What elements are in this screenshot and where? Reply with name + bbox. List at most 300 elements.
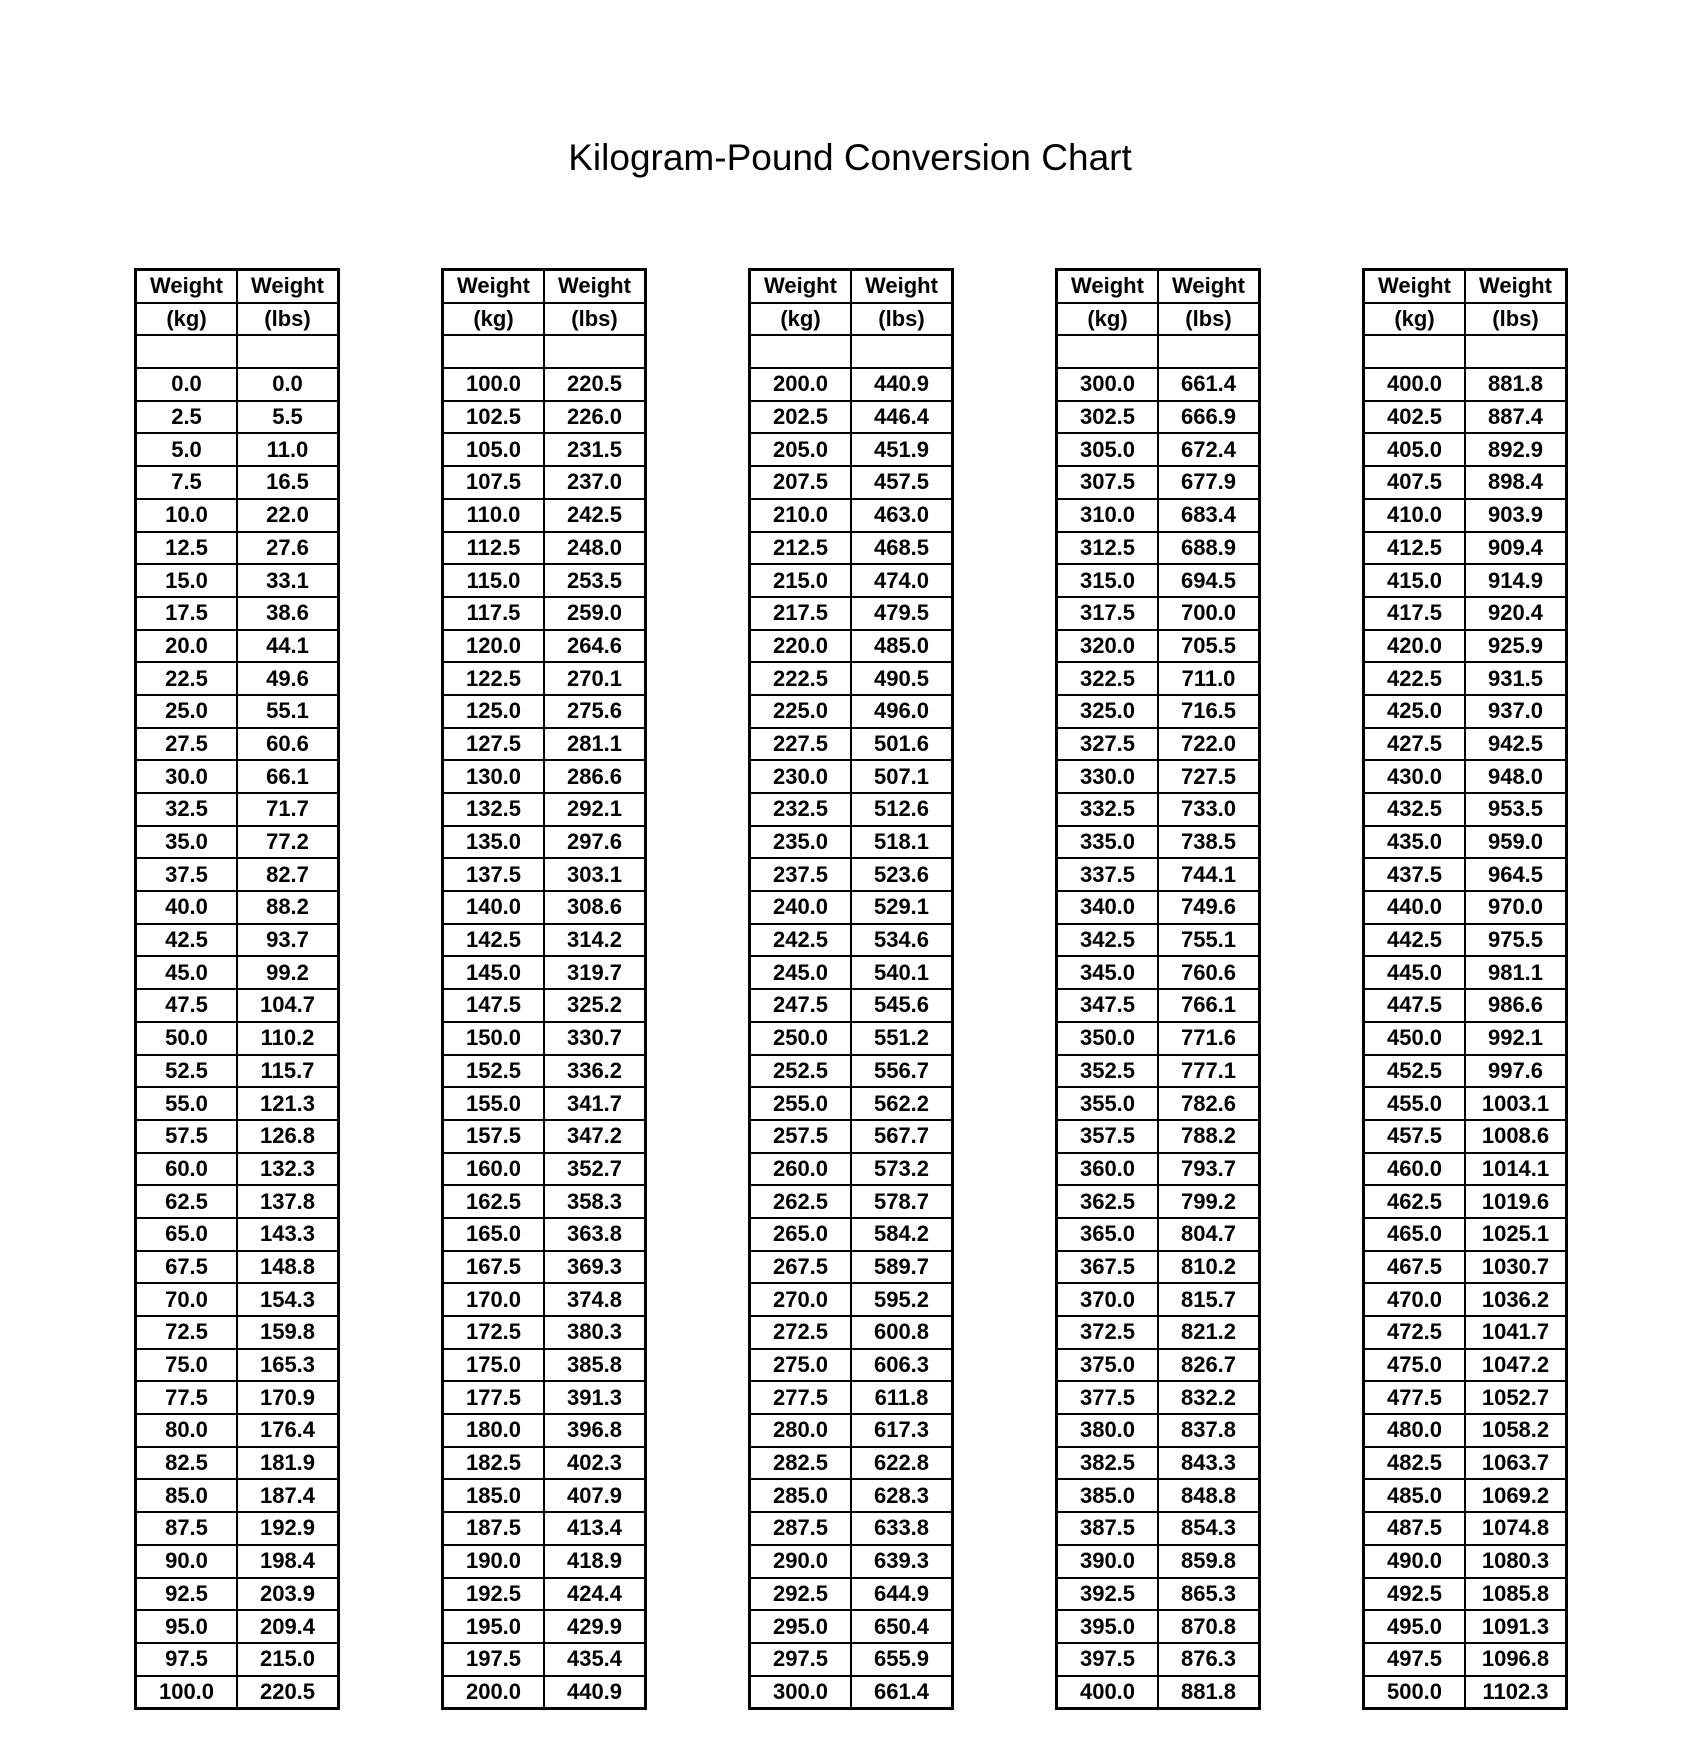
table-row (1364, 662, 1567, 695)
table-row (1057, 1316, 1260, 1349)
table-row (1057, 1512, 1260, 1545)
lbs-cell: 440.9 (851, 368, 953, 401)
kg-cell: 132.5 (443, 793, 545, 826)
kg-cell: 390.0 (1057, 1545, 1159, 1578)
table-row (1057, 1087, 1260, 1120)
table-row (1057, 401, 1260, 434)
table-row (1057, 1251, 1260, 1284)
table-row (136, 1447, 339, 1480)
kg-cell: 197.5 (443, 1643, 545, 1676)
table-row (1364, 433, 1567, 466)
kg-unit-cell: (kg) (1364, 303, 1466, 336)
kg-cell: 32.5 (136, 793, 238, 826)
kg-cell: 225.0 (750, 695, 852, 728)
lbs-cell: 512.6 (851, 793, 953, 826)
table-row (750, 1283, 953, 1316)
table-row (1057, 1153, 1260, 1186)
kg-cell: 142.5 (443, 924, 545, 957)
lbs-cell: 722.0 (1158, 728, 1260, 761)
kg-cell: 410.0 (1364, 499, 1466, 532)
conversion-table (1055, 268, 1261, 1710)
lbs-header-cell: Weight (1158, 270, 1260, 303)
lbs-cell: 385.8 (544, 1349, 646, 1382)
table-row (136, 1349, 339, 1382)
lbs-cell: 341.7 (544, 1087, 646, 1120)
table-row (1057, 1447, 1260, 1480)
kg-cell: 482.5 (1364, 1447, 1466, 1480)
kg-cell: 280.0 (750, 1414, 852, 1447)
lbs-cell: 914.9 (1465, 564, 1567, 597)
lbs-cell: 16.5 (237, 466, 339, 499)
lbs-cell: 143.3 (237, 1218, 339, 1251)
table-row (1364, 564, 1567, 597)
lbs-cell: 777.1 (1158, 1055, 1260, 1088)
table-row (136, 695, 339, 728)
kg-cell: 40.0 (136, 891, 238, 924)
lbs-cell: 490.5 (851, 662, 953, 695)
kg-cell: 210.0 (750, 499, 852, 532)
kg-cell: 207.5 (750, 466, 852, 499)
kg-cell: 340.0 (1057, 891, 1159, 924)
lbs-cell: 203.9 (237, 1578, 339, 1611)
lbs-cell: 799.2 (1158, 1185, 1260, 1218)
lbs-cell: 1036.2 (1465, 1283, 1567, 1316)
kg-cell: 407.5 (1364, 466, 1466, 499)
table-row (750, 597, 953, 630)
lbs-cell: 573.2 (851, 1153, 953, 1186)
table-row (750, 368, 953, 401)
lbs-cell: 165.3 (237, 1349, 339, 1382)
kg-cell: 45.0 (136, 956, 238, 989)
kg-cell: 0.0 (136, 368, 238, 401)
kg-cell: 82.5 (136, 1447, 238, 1480)
kg-cell: 302.5 (1057, 401, 1159, 434)
lbs-cell: 694.5 (1158, 564, 1260, 597)
kg-cell: 57.5 (136, 1120, 238, 1153)
kg-cell: 395.0 (1057, 1610, 1159, 1643)
kg-cell: 12.5 (136, 532, 238, 565)
kg-cell: 310.0 (1057, 499, 1159, 532)
table-row (443, 368, 646, 401)
lbs-cell: 688.9 (1158, 532, 1260, 565)
kg-cell: 262.5 (750, 1185, 852, 1218)
lbs-cell: 611.8 (851, 1381, 953, 1414)
table-row (1364, 1545, 1567, 1578)
kg-cell: 467.5 (1364, 1251, 1466, 1284)
lbs-cell: 518.1 (851, 826, 953, 859)
table-row (136, 1087, 339, 1120)
kg-cell: 352.5 (1057, 1055, 1159, 1088)
table-row (443, 564, 646, 597)
table-row (750, 1251, 953, 1284)
lbs-cell: 1003.1 (1465, 1087, 1567, 1120)
kg-cell: 170.0 (443, 1283, 545, 1316)
lbs-cell: 44.1 (237, 630, 339, 663)
kg-cell: 160.0 (443, 1153, 545, 1186)
table-row (1057, 1185, 1260, 1218)
kg-cell: 172.5 (443, 1316, 545, 1349)
table-row (1364, 989, 1567, 1022)
table-row (1364, 858, 1567, 891)
kg-cell: 415.0 (1364, 564, 1466, 597)
lbs-cell: 192.9 (237, 1512, 339, 1545)
lbs-cell: 793.7 (1158, 1153, 1260, 1186)
table-row (1364, 891, 1567, 924)
lbs-cell: 970.0 (1465, 891, 1567, 924)
lbs-cell: 1041.7 (1465, 1316, 1567, 1349)
kg-cell: 205.0 (750, 433, 852, 466)
kg-cell: 485.0 (1364, 1479, 1466, 1512)
lbs-cell: 1091.3 (1465, 1610, 1567, 1643)
table-row (750, 728, 953, 761)
lbs-cell: 501.6 (851, 728, 953, 761)
lbs-cell: 253.5 (544, 564, 646, 597)
kg-cell: 47.5 (136, 989, 238, 1022)
lbs-cell: 760.6 (1158, 956, 1260, 989)
table-row (1057, 499, 1260, 532)
table-row (750, 1218, 953, 1251)
kg-cell: 247.5 (750, 989, 852, 1022)
table-row (443, 1512, 646, 1545)
lbs-cell: 27.6 (237, 532, 339, 565)
lbs-cell: 606.3 (851, 1349, 953, 1382)
kg-cell: 152.5 (443, 1055, 545, 1088)
table-row (1057, 1479, 1260, 1512)
kg-cell: 77.5 (136, 1381, 238, 1414)
kg-cell: 377.5 (1057, 1381, 1159, 1414)
table-row (1057, 1218, 1260, 1251)
kg-cell: 452.5 (1364, 1055, 1466, 1088)
header-row (136, 270, 339, 303)
kg-unit-cell: (kg) (136, 303, 238, 336)
lbs-cell: 589.7 (851, 1251, 953, 1284)
lbs-cell: 297.6 (544, 826, 646, 859)
table-row (750, 433, 953, 466)
lbs-cell: 468.5 (851, 532, 953, 565)
lbs-cell: 115.7 (237, 1055, 339, 1088)
kg-cell: 327.5 (1057, 728, 1159, 761)
lbs-cell: 644.9 (851, 1578, 953, 1611)
table-row (1364, 1055, 1567, 1088)
table-row (1364, 1218, 1567, 1251)
lbs-cell: 507.1 (851, 760, 953, 793)
lbs-cell: 418.9 (544, 1545, 646, 1578)
table-row (1057, 924, 1260, 957)
lbs-cell: 154.3 (237, 1283, 339, 1316)
kg-cell: 332.5 (1057, 793, 1159, 826)
lbs-cell: 567.7 (851, 1120, 953, 1153)
lbs-cell: 457.5 (851, 466, 953, 499)
lbs-cell: 435.4 (544, 1643, 646, 1676)
kg-cell: 192.5 (443, 1578, 545, 1611)
table-row (750, 1643, 953, 1676)
lbs-cell: 104.7 (237, 989, 339, 1022)
table-row (750, 793, 953, 826)
table-row (136, 597, 339, 630)
table-row (136, 1022, 339, 1055)
kg-cell: 475.0 (1364, 1349, 1466, 1382)
lbs-cell: 479.5 (851, 597, 953, 630)
lbs-cell: 264.6 (544, 630, 646, 663)
table-row (750, 956, 953, 989)
kg-cell: 365.0 (1057, 1218, 1159, 1251)
kg-cell: 417.5 (1364, 597, 1466, 630)
lbs-cell: 865.3 (1158, 1578, 1260, 1611)
kg-cell: 180.0 (443, 1414, 545, 1447)
kg-cell: 5.0 (136, 433, 238, 466)
table-row (750, 630, 953, 663)
table-row (750, 401, 953, 434)
kg-cell: 355.0 (1057, 1087, 1159, 1120)
lbs-cell: 738.5 (1158, 826, 1260, 859)
table-row (1057, 368, 1260, 401)
kg-cell: 465.0 (1364, 1218, 1466, 1251)
blank-cell (1364, 335, 1466, 368)
lbs-cell: 220.5 (544, 368, 646, 401)
table-row (1057, 858, 1260, 891)
table-row (750, 1349, 953, 1382)
lbs-cell: 848.8 (1158, 1479, 1260, 1512)
table-row (136, 1578, 339, 1611)
kg-cell: 240.0 (750, 891, 852, 924)
kg-header-cell: Weight (1364, 270, 1466, 303)
lbs-cell: 330.7 (544, 1022, 646, 1055)
kg-cell: 35.0 (136, 826, 238, 859)
lbs-cell: 93.7 (237, 924, 339, 957)
lbs-cell: 121.3 (237, 1087, 339, 1120)
table-row (136, 1545, 339, 1578)
table-row (1364, 1610, 1567, 1643)
kg-cell: 272.5 (750, 1316, 852, 1349)
kg-cell: 232.5 (750, 793, 852, 826)
lbs-cell: 1085.8 (1465, 1578, 1567, 1611)
kg-cell: 85.0 (136, 1479, 238, 1512)
lbs-cell: 319.7 (544, 956, 646, 989)
kg-cell: 322.5 (1057, 662, 1159, 695)
kg-cell: 65.0 (136, 1218, 238, 1251)
table-row (443, 433, 646, 466)
kg-cell: 112.5 (443, 532, 545, 565)
kg-unit-cell: (kg) (1057, 303, 1159, 336)
lbs-cell: 198.4 (237, 1545, 339, 1578)
lbs-cell: 677.9 (1158, 466, 1260, 499)
kg-cell: 212.5 (750, 532, 852, 565)
kg-cell: 215.0 (750, 564, 852, 597)
kg-cell: 382.5 (1057, 1447, 1159, 1480)
lbs-cell: 231.5 (544, 433, 646, 466)
kg-cell: 120.0 (443, 630, 545, 663)
kg-cell: 222.5 (750, 662, 852, 695)
kg-cell: 182.5 (443, 1447, 545, 1480)
table-row (750, 564, 953, 597)
table-row (1057, 956, 1260, 989)
table-row (136, 368, 339, 401)
kg-cell: 42.5 (136, 924, 238, 957)
table-row (1057, 1022, 1260, 1055)
kg-cell: 75.0 (136, 1349, 238, 1382)
table-row (136, 989, 339, 1022)
kg-cell: 290.0 (750, 1545, 852, 1578)
lbs-cell: 832.2 (1158, 1381, 1260, 1414)
table-row (136, 1316, 339, 1349)
lbs-cell: 308.6 (544, 891, 646, 924)
kg-cell: 330.0 (1057, 760, 1159, 793)
lbs-unit-cell: (lbs) (1465, 303, 1567, 336)
lbs-cell: 744.1 (1158, 858, 1260, 891)
lbs-cell: 881.8 (1158, 1676, 1260, 1709)
lbs-cell: 440.9 (544, 1676, 646, 1709)
lbs-cell: 540.1 (851, 956, 953, 989)
lbs-cell: 1074.8 (1465, 1512, 1567, 1545)
kg-cell: 87.5 (136, 1512, 238, 1545)
lbs-header-cell: Weight (851, 270, 953, 303)
lbs-cell: 925.9 (1465, 630, 1567, 663)
lbs-cell: 672.4 (1158, 433, 1260, 466)
lbs-cell: 843.3 (1158, 1447, 1260, 1480)
lbs-cell: 402.3 (544, 1447, 646, 1480)
kg-cell: 260.0 (750, 1153, 852, 1186)
blank-cell (237, 335, 339, 368)
kg-cell: 370.0 (1057, 1283, 1159, 1316)
kg-cell: 490.0 (1364, 1545, 1466, 1578)
kg-cell: 400.0 (1057, 1676, 1159, 1709)
table-row (1364, 924, 1567, 957)
lbs-cell: 639.3 (851, 1545, 953, 1578)
kg-cell: 97.5 (136, 1643, 238, 1676)
kg-cell: 230.0 (750, 760, 852, 793)
kg-cell: 92.5 (136, 1578, 238, 1611)
lbs-cell: 1096.8 (1465, 1643, 1567, 1676)
kg-cell: 237.5 (750, 858, 852, 891)
kg-cell: 250.0 (750, 1022, 852, 1055)
kg-cell: 422.5 (1364, 662, 1466, 695)
kg-cell: 245.0 (750, 956, 852, 989)
lbs-cell: 66.1 (237, 760, 339, 793)
table-row (750, 1545, 953, 1578)
lbs-cell: 99.2 (237, 956, 339, 989)
lbs-cell: 881.8 (1465, 368, 1567, 401)
lbs-cell: 1052.7 (1465, 1381, 1567, 1414)
table-row (443, 1316, 646, 1349)
table-row (136, 956, 339, 989)
lbs-cell: 876.3 (1158, 1643, 1260, 1676)
kg-cell: 442.5 (1364, 924, 1466, 957)
kg-cell: 435.0 (1364, 826, 1466, 859)
kg-cell: 140.0 (443, 891, 545, 924)
kg-cell: 177.5 (443, 1381, 545, 1414)
kg-cell: 67.5 (136, 1251, 238, 1284)
blank-cell (1158, 335, 1260, 368)
kg-cell: 27.5 (136, 728, 238, 761)
lbs-header-cell: Weight (237, 270, 339, 303)
kg-cell: 387.5 (1057, 1512, 1159, 1545)
kg-cell: 300.0 (1057, 368, 1159, 401)
lbs-cell: 826.7 (1158, 1349, 1260, 1382)
kg-cell: 127.5 (443, 728, 545, 761)
blank-row (443, 335, 646, 368)
kg-cell: 110.0 (443, 499, 545, 532)
kg-cell: 447.5 (1364, 989, 1466, 1022)
kg-cell: 135.0 (443, 826, 545, 859)
table-row (750, 695, 953, 728)
table-row (1057, 1676, 1260, 1709)
table-row (443, 956, 646, 989)
header-row (1364, 270, 1567, 303)
lbs-cell: 380.3 (544, 1316, 646, 1349)
kg-cell: 470.0 (1364, 1283, 1466, 1316)
kg-cell: 315.0 (1057, 564, 1159, 597)
kg-cell: 122.5 (443, 662, 545, 695)
kg-cell: 100.0 (136, 1676, 238, 1709)
kg-cell: 70.0 (136, 1283, 238, 1316)
table-row (443, 1545, 646, 1578)
lbs-cell: 600.8 (851, 1316, 953, 1349)
table-row (443, 401, 646, 434)
kg-cell: 462.5 (1364, 1185, 1466, 1218)
table-row (750, 858, 953, 891)
table-row (1364, 368, 1567, 401)
kg-header-cell: Weight (750, 270, 852, 303)
table-row (750, 1479, 953, 1512)
table-row (750, 924, 953, 957)
table-row (1057, 793, 1260, 826)
table-row (443, 1381, 646, 1414)
table-row (1364, 1479, 1567, 1512)
kg-cell: 105.0 (443, 433, 545, 466)
kg-cell: 235.0 (750, 826, 852, 859)
lbs-cell: 981.1 (1465, 956, 1567, 989)
table-row (1057, 1414, 1260, 1447)
lbs-unit-cell: (lbs) (1158, 303, 1260, 336)
lbs-cell: 496.0 (851, 695, 953, 728)
table-row (443, 1610, 646, 1643)
table-row (443, 532, 646, 565)
lbs-cell: 347.2 (544, 1120, 646, 1153)
kg-cell: 337.5 (1057, 858, 1159, 891)
kg-cell: 267.5 (750, 1251, 852, 1284)
lbs-cell: 556.7 (851, 1055, 953, 1088)
kg-cell: 137.5 (443, 858, 545, 891)
lbs-cell: 413.4 (544, 1512, 646, 1545)
lbs-cell: 986.6 (1465, 989, 1567, 1022)
table-row (1364, 1578, 1567, 1611)
lbs-cell: 11.0 (237, 433, 339, 466)
table-row (750, 1087, 953, 1120)
lbs-cell: 1063.7 (1465, 1447, 1567, 1480)
table-row (136, 793, 339, 826)
kg-cell: 252.5 (750, 1055, 852, 1088)
table-row (443, 1349, 646, 1382)
lbs-cell: 705.5 (1158, 630, 1260, 663)
conversion-table (748, 268, 954, 1710)
lbs-cell: 529.1 (851, 891, 953, 924)
table-row (750, 1022, 953, 1055)
kg-cell: 37.5 (136, 858, 238, 891)
lbs-cell: 286.6 (544, 760, 646, 793)
kg-cell: 95.0 (136, 1610, 238, 1643)
lbs-cell: 755.1 (1158, 924, 1260, 957)
kg-cell: 437.5 (1364, 858, 1466, 891)
table-row (443, 630, 646, 663)
lbs-cell: 948.0 (1465, 760, 1567, 793)
kg-cell: 420.0 (1364, 630, 1466, 663)
table-row (443, 1185, 646, 1218)
lbs-cell: 584.2 (851, 1218, 953, 1251)
table-row (1364, 695, 1567, 728)
lbs-cell: 292.1 (544, 793, 646, 826)
table-row (136, 891, 339, 924)
page-title: Kilogram-Pound Conversion Chart (568, 137, 1132, 178)
